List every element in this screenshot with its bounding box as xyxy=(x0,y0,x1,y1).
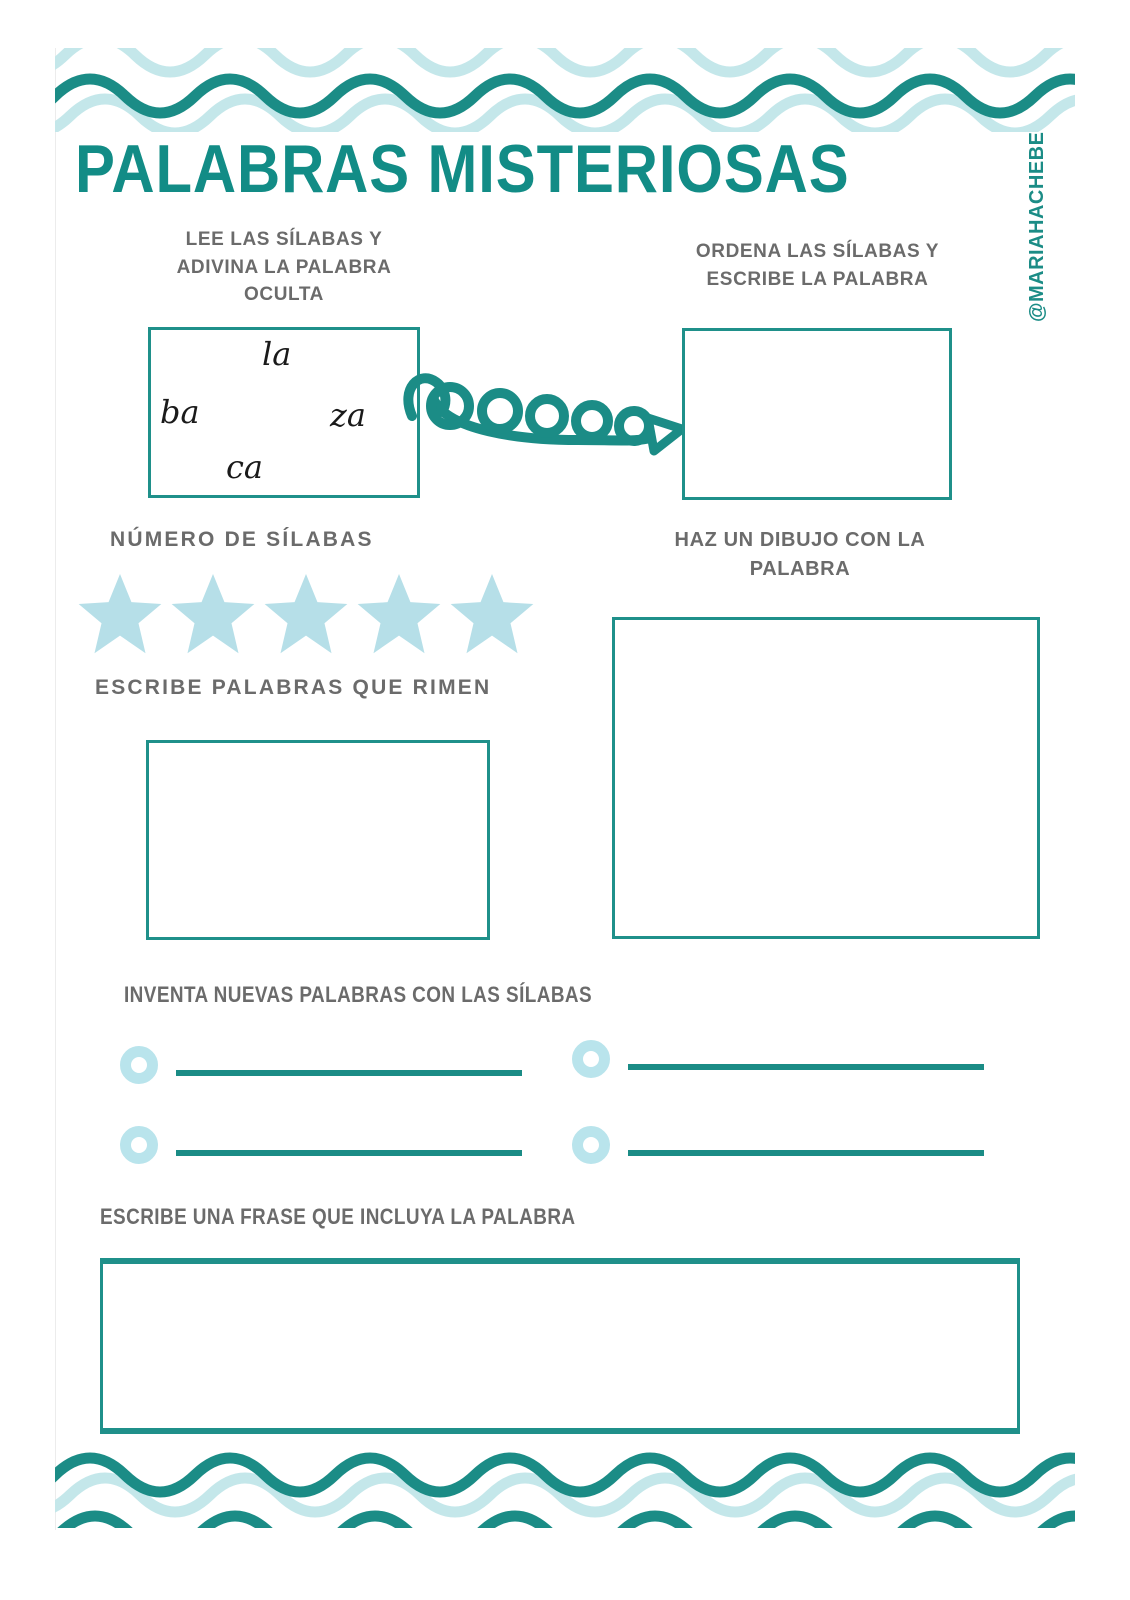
sentence-box[interactable] xyxy=(100,1258,1020,1434)
syllable-ba: ba xyxy=(160,393,200,431)
star-icon[interactable] xyxy=(76,572,164,657)
heading-line: OCULTA xyxy=(244,284,324,306)
write-line[interactable] xyxy=(572,1126,984,1164)
answer-line[interactable] xyxy=(176,1150,522,1156)
credit-handle: @MARIAHACHEBE xyxy=(1026,131,1048,322)
spiral-arrow-icon xyxy=(398,358,688,463)
read-syllables-heading xyxy=(150,226,418,309)
heading-line: ADIVINA LA PALABRA xyxy=(176,256,392,278)
write-sentence-heading: ESCRIBE UNA FRASE QUE INCLUYA LA PALABRA xyxy=(100,1204,576,1229)
invent-words-heading: INVENTA NUEVAS PALABRAS CON LAS SÍLABAS xyxy=(124,982,593,1007)
word-answer-box[interactable] xyxy=(682,328,952,500)
write-line[interactable] xyxy=(572,1040,984,1078)
heading-line: HAZ UN DIBUJO CON LA xyxy=(674,529,926,551)
write-line[interactable] xyxy=(120,1126,522,1164)
bullet-donut-icon xyxy=(572,1126,610,1164)
top-wave-border xyxy=(55,48,1075,132)
answer-line[interactable] xyxy=(628,1064,984,1070)
heading-line: ORDENA LAS SÍLABAS Y xyxy=(695,241,940,262)
star-icon[interactable] xyxy=(262,572,350,657)
heading-line: LEE LAS SÍLABAS Y xyxy=(185,229,383,250)
draw-word-heading xyxy=(640,526,960,584)
order-syllables-heading xyxy=(650,238,985,293)
bullet-donut-icon xyxy=(572,1040,610,1078)
write-line[interactable] xyxy=(120,1046,522,1084)
answer-line[interactable] xyxy=(628,1150,984,1156)
bullet-donut-icon xyxy=(120,1046,158,1084)
syllable-ca: ca xyxy=(226,448,263,486)
star-icon[interactable] xyxy=(169,572,257,657)
star-icon[interactable] xyxy=(355,572,443,657)
page-title: PALABRAS MISTERIOSAS xyxy=(75,131,850,207)
rhyming-words-heading: ESCRIBE PALABRAS QUE RIMEN xyxy=(95,676,492,699)
star-icon[interactable] xyxy=(448,572,536,657)
syllable-la: la xyxy=(262,335,292,373)
syllable-za: za xyxy=(330,396,366,434)
bottom-wave-border xyxy=(55,1448,1075,1528)
answer-line[interactable] xyxy=(176,1070,522,1076)
drawing-box[interactable] xyxy=(612,617,1040,939)
bullet-donut-icon xyxy=(120,1126,158,1164)
heading-line: ESCRIBE LA PALABRA xyxy=(706,268,929,290)
rhyming-words-box[interactable] xyxy=(146,740,490,940)
syllable-count-heading: NÚMERO DE SÍLABAS xyxy=(110,528,374,551)
syllable-stars[interactable] xyxy=(76,572,536,657)
heading-line: PALABRA xyxy=(749,558,851,580)
